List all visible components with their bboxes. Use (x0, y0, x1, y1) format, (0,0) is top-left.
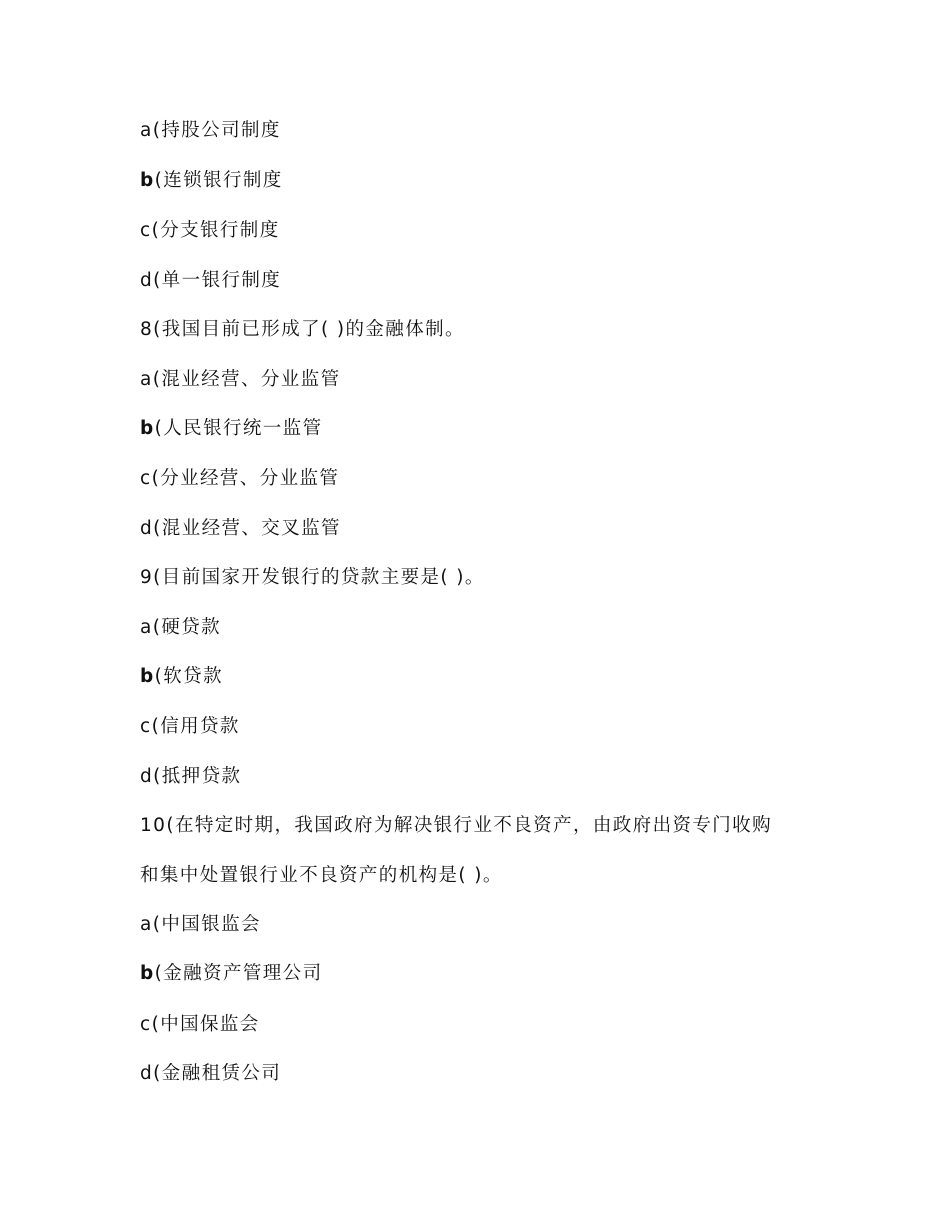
answer-option-line (140, 665, 223, 689)
option-letter: d (140, 270, 154, 291)
option-text: (连锁银行制度 (154, 170, 283, 191)
answer-option-line (140, 962, 322, 986)
option-line (140, 715, 240, 739)
option-letter: d (140, 766, 154, 787)
option-letter: c (140, 468, 152, 489)
question-number: 8 (140, 319, 154, 340)
option-text: (抵押贷款 (153, 766, 242, 787)
option-text: (硬贷款 (152, 617, 222, 638)
option-line (140, 517, 341, 541)
option-letter: d (140, 518, 154, 539)
question-line (140, 566, 485, 590)
answer-option-letter: b (140, 666, 155, 687)
option-text: (金融租赁公司 (153, 1063, 282, 1084)
question-number: 10 (140, 815, 167, 836)
option-line (140, 368, 340, 392)
option-letter: a (140, 914, 153, 935)
option-line (140, 616, 221, 640)
answer-option-line (140, 417, 322, 441)
question-text: (在特定时期，我国政府为解决银行业不良资产，由政府出资专门收购 (166, 815, 772, 836)
option-text: (持股公司制度 (152, 120, 281, 141)
option-line (140, 119, 281, 143)
option-letter: c (140, 716, 152, 737)
option-letter: a (140, 120, 153, 141)
question-line (140, 318, 465, 342)
option-letter: c (140, 220, 152, 241)
option-letter: a (140, 369, 153, 390)
option-text: (人民银行统一监管 (154, 418, 323, 439)
option-letter: a (140, 617, 153, 638)
option-line (140, 1013, 260, 1037)
option-text: (混业经营、分业监管 (152, 369, 341, 390)
option-text: (中国保监会 (151, 1014, 260, 1035)
option-text: (金融资产管理公司 (154, 963, 323, 984)
option-text: (分业经营、分业监管 (151, 468, 340, 489)
option-text: (中国银监会 (152, 914, 261, 935)
option-line (140, 219, 280, 243)
option-text: (混业经营、交叉监管 (153, 518, 341, 539)
answer-option-letter: b (140, 170, 155, 191)
answer-option-letter: b (140, 963, 155, 984)
question-text: (我国目前已形成了( )的金融体制。 (153, 319, 465, 340)
option-text: (信用贷款 (151, 716, 240, 737)
option-letter: c (140, 1014, 152, 1035)
option-text: (单一银行制度 (153, 270, 282, 291)
question-text: (目前国家开发银行的贷款主要是( )。 (153, 567, 485, 588)
option-text: (软贷款 (154, 666, 223, 687)
question-line-continued (140, 864, 503, 888)
question-line (140, 814, 772, 838)
option-line (140, 467, 339, 491)
option-text: (分支银行制度 (151, 220, 280, 241)
question-text: 和集中处置银行业不良资产的机构是( )。 (140, 865, 503, 886)
question-number: 9 (140, 567, 154, 588)
option-line (140, 269, 281, 293)
answer-option-letter: b (140, 418, 155, 439)
option-line (140, 765, 241, 789)
option-letter: d (140, 1063, 154, 1084)
option-line (140, 913, 261, 937)
answer-option-line (140, 169, 283, 193)
option-line (140, 1062, 281, 1086)
